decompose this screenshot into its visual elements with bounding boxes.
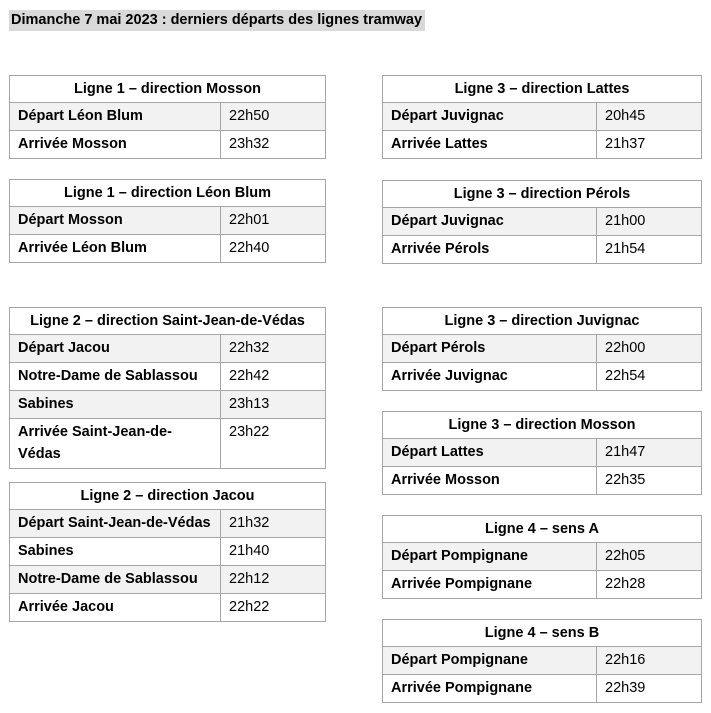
stop-time: 21h37 — [597, 131, 702, 159]
stop-name: Arrivée Pompignane — [383, 675, 597, 703]
table-row — [383, 467, 702, 495]
stop-time: 22h32 — [221, 335, 326, 363]
table-row — [383, 208, 702, 236]
stop-time: 22h00 — [597, 335, 702, 363]
table-header: Ligne 3 – direction Lattes — [383, 76, 702, 103]
table-header: Ligne 3 – direction Mosson — [383, 412, 702, 439]
stop-name: Notre-Dame de Sablassou — [10, 566, 221, 594]
stop-name: Arrivée Léon Blum — [10, 235, 221, 263]
table-row — [383, 675, 702, 703]
table-row — [10, 391, 326, 419]
table-row — [383, 439, 702, 467]
stop-time: 22h40 — [221, 235, 326, 263]
table-row — [10, 207, 326, 235]
table-row — [383, 236, 702, 264]
table-header: Ligne 4 – sens A — [383, 516, 702, 543]
stop-name: Arrivée Jacou — [10, 594, 221, 622]
table-row — [383, 335, 702, 363]
stop-time: 21h32 — [221, 510, 326, 538]
stop-time: 21h47 — [597, 439, 702, 467]
stop-time: 22h05 — [597, 543, 702, 571]
stop-time: 22h22 — [221, 594, 326, 622]
stop-name: Départ Lattes — [383, 439, 597, 467]
stop-time: 23h13 — [221, 391, 326, 419]
schedule-table-ligne3-perols — [382, 180, 702, 264]
table-row — [383, 543, 702, 571]
stop-time: 23h22 — [221, 419, 326, 469]
table-row — [383, 571, 702, 599]
table-row — [10, 363, 326, 391]
stop-name: Sabines — [10, 538, 221, 566]
stop-time: 22h35 — [597, 467, 702, 495]
schedule-table-ligne1-mosson — [9, 75, 326, 159]
stop-name: Arrivée Pompignane — [383, 571, 597, 599]
schedule-table-ligne3-mosson — [382, 411, 702, 495]
stop-name: Arrivée Mosson — [383, 467, 597, 495]
table-row — [10, 335, 326, 363]
stop-time: 22h54 — [597, 363, 702, 391]
stop-time: 20h45 — [597, 103, 702, 131]
page-title: Dimanche 7 mai 2023 : derniers départs des lignes tramway — [9, 10, 425, 31]
table-row — [10, 419, 326, 469]
stop-time: 21h00 — [597, 208, 702, 236]
schedule-table-ligne2-jacou — [9, 482, 326, 622]
table-header: Ligne 2 – direction Saint-Jean-de-Védas — [10, 308, 326, 335]
table-row — [383, 647, 702, 675]
table-row — [10, 510, 326, 538]
stop-time: 22h50 — [221, 103, 326, 131]
table-row — [10, 131, 326, 159]
schedule-table-ligne3-juvignac — [382, 307, 702, 391]
stop-time: 22h01 — [221, 207, 326, 235]
table-row — [383, 131, 702, 159]
table-row — [10, 538, 326, 566]
stop-name: Départ Pérols — [383, 335, 597, 363]
stop-name: Arrivée Juvignac — [383, 363, 597, 391]
stop-name: Départ Juvignac — [383, 103, 597, 131]
schedule-table-ligne1-leon-blum — [9, 179, 326, 263]
table-header: Ligne 3 – direction Juvignac — [383, 308, 702, 335]
stop-name: Arrivée Lattes — [383, 131, 597, 159]
table-header: Ligne 3 – direction Pérols — [383, 181, 702, 208]
stop-time: 23h32 — [221, 131, 326, 159]
table-row — [10, 103, 326, 131]
stop-time: 22h16 — [597, 647, 702, 675]
table-row — [383, 363, 702, 391]
stop-name: Départ Juvignac — [383, 208, 597, 236]
stop-name: Départ Jacou — [10, 335, 221, 363]
table-row — [10, 566, 326, 594]
stop-name: Arrivée Mosson — [10, 131, 221, 159]
table-row — [10, 235, 326, 263]
stop-name: Départ Léon Blum — [10, 103, 221, 131]
stop-name: Départ Saint-Jean-de-Védas — [10, 510, 221, 538]
table-header: Ligne 4 – sens B — [383, 620, 702, 647]
stop-name: Départ Pompignane — [383, 543, 597, 571]
table-header: Ligne 2 – direction Jacou — [10, 483, 326, 510]
stop-time: 21h40 — [221, 538, 326, 566]
stop-time: 22h28 — [597, 571, 702, 599]
table-header: Ligne 1 – direction Mosson — [10, 76, 326, 103]
stop-name: Arrivée Saint-Jean-de-Védas — [10, 419, 221, 469]
stop-time: 22h42 — [221, 363, 326, 391]
table-row — [10, 594, 326, 622]
stop-time: 22h39 — [597, 675, 702, 703]
stop-name: Départ Pompignane — [383, 647, 597, 675]
schedule-table-ligne3-lattes — [382, 75, 702, 159]
stop-name: Notre-Dame de Sablassou — [10, 363, 221, 391]
stop-name: Arrivée Pérols — [383, 236, 597, 264]
stop-time: 21h54 — [597, 236, 702, 264]
stop-name: Sabines — [10, 391, 221, 419]
stop-time: 22h12 — [221, 566, 326, 594]
table-header: Ligne 1 – direction Léon Blum — [10, 180, 326, 207]
schedule-table-ligne4-sens-a — [382, 515, 702, 599]
schedule-table-ligne2-saint-jean-de-vedas — [9, 307, 326, 469]
schedule-table-ligne4-sens-b — [382, 619, 702, 703]
table-row — [383, 103, 702, 131]
stop-name: Départ Mosson — [10, 207, 221, 235]
